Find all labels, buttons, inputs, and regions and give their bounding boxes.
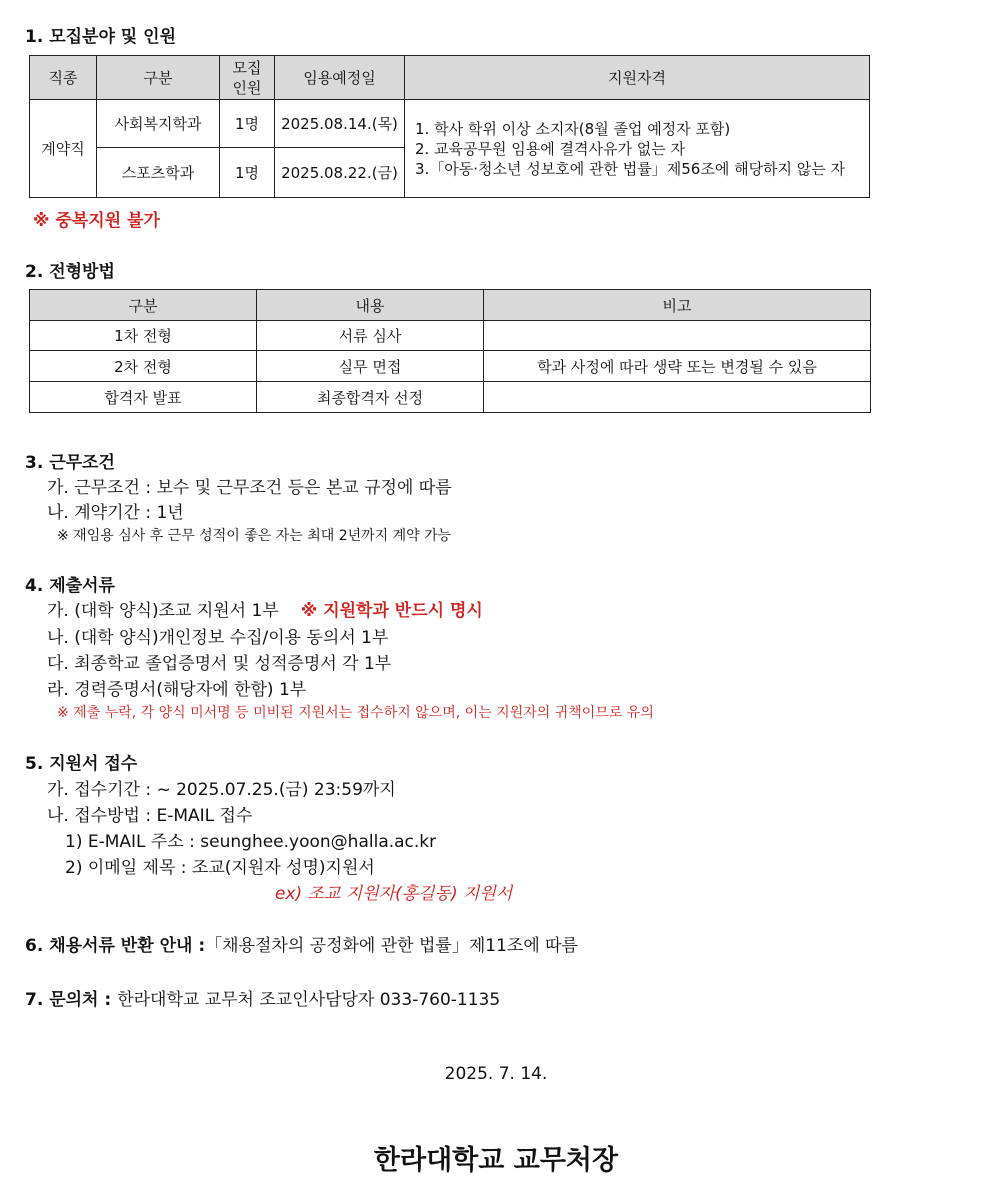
header: 지원자격 — [405, 56, 870, 100]
date: 2025.08.22.(금) — [275, 148, 405, 198]
section-3-title: 3. 근무조건 — [25, 453, 115, 473]
header: 구분 — [30, 290, 257, 321]
list-item: 2) 이메일 제목 : 조교(지원자 성명)지원서 — [65, 858, 375, 878]
list-item: 가. 접수기간 : ~ 2025.07.25.(금) 23:59까지 — [47, 780, 396, 800]
header: 비고 — [484, 290, 871, 321]
email-address: 1) E-MAIL 주소 : seunghee.yoon@halla.ac.kr — [65, 832, 437, 852]
cell: 2차 전형 — [30, 351, 257, 382]
signature: 한라대학교 교무처장 — [373, 1145, 619, 1176]
emphasis-note: ※ 지원학과 반드시 명시 — [300, 601, 483, 621]
header: 임용예정일 — [275, 56, 405, 100]
dept: 사회복지학과 — [97, 100, 220, 148]
section-1-title: 1. 모집분야 및 인원 — [25, 27, 176, 47]
section-6-title: 6. 채용서류 반환 안내 : — [25, 936, 206, 956]
section-6-text: 「채용절차의 공정화에 관한 법률」제11조에 따름 — [205, 936, 578, 956]
dept: 스포츠학과 — [97, 148, 220, 198]
list-item: 가. (대학 양식)조교 지원서 1부 — [47, 601, 279, 621]
example: ex) 조교 지원자(홍길동) 지원서 — [275, 884, 513, 904]
qualification: 3.「아동·청소년 성보호에 관한 법률」제56조에 해당하지 않는 자 — [415, 159, 846, 178]
cell — [484, 382, 871, 413]
header: 직종 — [30, 56, 97, 100]
section-7-title: 7. 문의처 : — [25, 990, 112, 1010]
qualifications — [405, 100, 870, 198]
list-item: 나. (대학 양식)개인정보 수집/이용 동의서 1부 — [47, 628, 389, 648]
section-4-title: 4. 제출서류 — [25, 576, 115, 596]
document-date: 2025. 7. 14. — [444, 1064, 548, 1084]
warning-note: ※ 제출 누락, 각 양식 미서명 등 미비된 지원서는 접수하지 않으며, 이는 지원자의 귀책이므로 유의 — [57, 705, 654, 721]
list-item: 나. 접수방법 : E-MAIL 접수 — [47, 806, 253, 826]
header: 구분 — [97, 56, 220, 100]
count: 1명 — [220, 100, 275, 148]
list-item: 라. 경력증명서(해당자에 한함) 1부 — [47, 680, 307, 700]
qualification: 1. 학사 학위 이상 소지자(8월 졸업 예정자 포함) — [415, 119, 731, 138]
cell: 1차 전형 — [30, 321, 257, 351]
cell: 합격자 발표 — [30, 382, 257, 413]
recruitment-table — [29, 55, 870, 198]
header: 모집 인원 — [220, 56, 275, 100]
cell: 서류 심사 — [257, 321, 484, 351]
header: 내용 — [257, 290, 484, 321]
list-item: 가. 근무조건 : 보수 및 근무조건 등은 본교 규정에 따름 — [47, 478, 452, 498]
count: 1명 — [220, 148, 275, 198]
duplicate-note: ※ 중복지원 불가 — [33, 211, 160, 231]
selection-table — [29, 289, 871, 413]
cell: 최종합격자 선정 — [257, 382, 484, 413]
date: 2025.08.14.(목) — [275, 100, 405, 148]
section-2-title: 2. 전형방법 — [25, 262, 115, 282]
cell: 실무 면접 — [257, 351, 484, 382]
list-item: 다. 최종학교 졸업증명서 및 성적증명서 각 1부 — [47, 654, 392, 674]
list-item: 나. 계약기간 : 1년 — [47, 503, 184, 523]
qualification: 2. 교육공무원 임용에 결격사유가 없는 자 — [415, 139, 685, 158]
cell — [484, 321, 871, 351]
section-7-text: 한라대학교 교무처 조교인사담당자 033-760-1135 — [117, 990, 501, 1010]
cell: 학과 사정에 따라 생략 또는 변경될 수 있음 — [484, 351, 871, 382]
note: ※ 재임용 심사 후 근무 성적이 좋은 자는 최대 2년까지 계약 가능 — [57, 528, 452, 544]
job-type: 계약직 — [30, 100, 97, 198]
section-5-title: 5. 지원서 접수 — [25, 754, 138, 774]
